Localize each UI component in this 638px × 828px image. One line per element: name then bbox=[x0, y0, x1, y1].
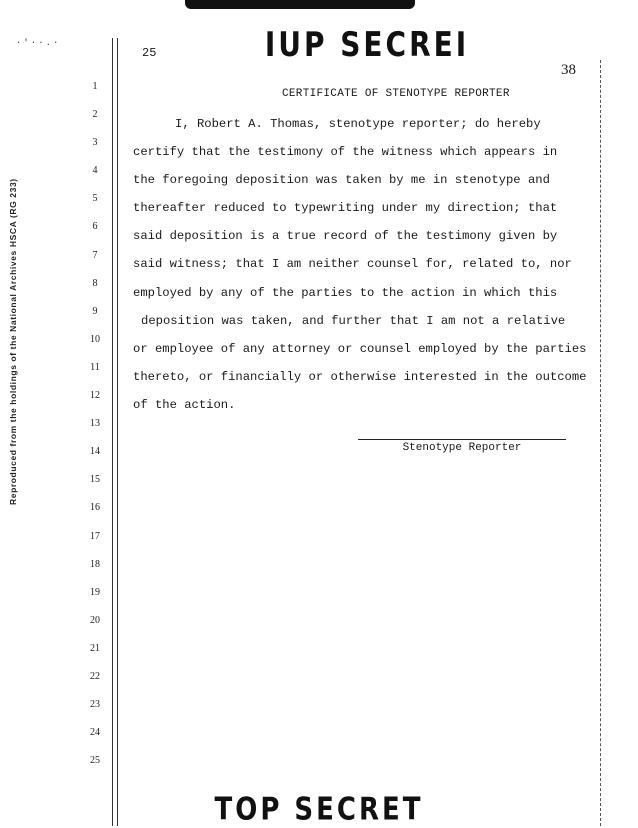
certificate-line: the foregoing deposition was taken by me in stenotype and bbox=[133, 173, 550, 188]
line-number: 9 bbox=[92, 305, 98, 317]
line-number: 21 bbox=[90, 642, 100, 654]
certificate-line: said witness; that I am neither counsel for, related to, nor bbox=[133, 257, 572, 272]
line-number: 22 bbox=[90, 670, 100, 682]
line-number: 1 bbox=[92, 81, 98, 92]
certificate-body bbox=[133, 112, 603, 421]
line-number: 11 bbox=[90, 361, 100, 373]
certificate-line: I, Robert A. Thomas, stenotype reporter; do hereby bbox=[175, 117, 541, 131]
classification-stamp-top: IUP SECREI bbox=[264, 24, 470, 65]
archive-side-caption: Reproduced from the holdings of the National Archives HSCA (RG 233) bbox=[8, 178, 18, 505]
line-number: 17 bbox=[90, 530, 100, 542]
scan-specks: ·'··.· bbox=[16, 38, 61, 48]
certificate-line: said deposition is a true record of the testimony given by bbox=[133, 229, 558, 244]
line-number: 19 bbox=[90, 586, 100, 598]
certificate-line: certify that the testimony of the witness which appears in bbox=[133, 145, 558, 160]
page-number: 38 bbox=[561, 62, 576, 78]
line-number: 8 bbox=[92, 277, 98, 289]
line-number: 13 bbox=[90, 418, 100, 430]
certificate-line: deposition was taken, and further that I am not a relative bbox=[141, 313, 566, 328]
classification-stamp-bottom: TOP SECRET bbox=[214, 792, 424, 828]
line-number: 15 bbox=[90, 474, 100, 486]
line-number: 7 bbox=[92, 249, 98, 261]
line-number: 6 bbox=[92, 221, 98, 233]
line-number: 14 bbox=[90, 446, 100, 458]
line-number: 20 bbox=[90, 614, 100, 626]
line-number: 18 bbox=[90, 558, 100, 570]
transcript-page-marker: 25 bbox=[142, 46, 157, 60]
scan-edge-bar bbox=[185, 0, 415, 9]
line-number: 10 bbox=[90, 333, 100, 345]
line-number: 2 bbox=[92, 109, 98, 121]
line-number: 24 bbox=[90, 727, 100, 739]
certificate-line: thereafter reduced to typewriting under my direction; that bbox=[133, 201, 558, 216]
certificate-heading: CERTIFICATE OF STENOTYPE REPORTER bbox=[282, 88, 510, 100]
signature-label: Stenotype Reporter bbox=[402, 442, 522, 454]
left-margin-rule-inner bbox=[117, 38, 118, 826]
line-number: 12 bbox=[90, 390, 100, 402]
line-number: 23 bbox=[90, 699, 100, 711]
left-margin-rule bbox=[112, 38, 113, 826]
line-number: 25 bbox=[90, 755, 100, 767]
line-number: 3 bbox=[92, 137, 98, 149]
line-number: 16 bbox=[90, 502, 100, 514]
certificate-line: of the action. bbox=[133, 397, 236, 412]
line-number-column bbox=[82, 80, 108, 782]
certificate-line: employed by any of the parties to the action in which this bbox=[133, 285, 558, 300]
certificate-line: or employee of any attorney or counsel employed by the parties bbox=[133, 341, 587, 356]
line-number: 5 bbox=[92, 193, 98, 205]
line-number: 4 bbox=[92, 165, 98, 177]
certificate-line: thereto, or financially or otherwise interested in the outcome bbox=[133, 369, 587, 384]
signature-line bbox=[358, 439, 566, 454]
